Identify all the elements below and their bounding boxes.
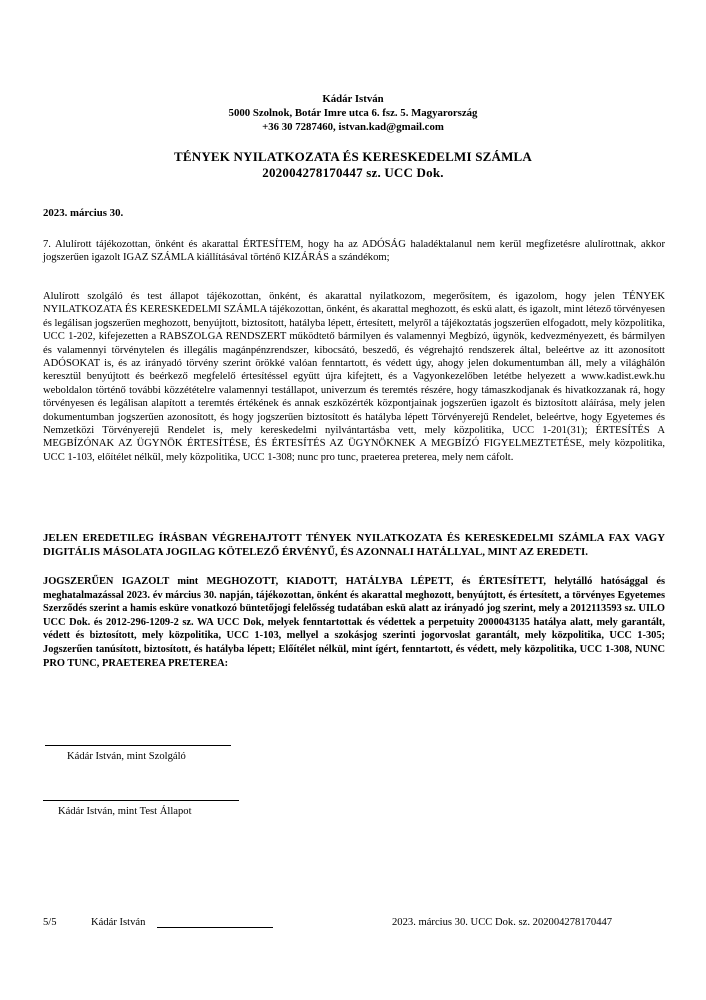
title-line-2: 202004278170447 sz. UCC Dok. <box>262 165 444 180</box>
footer-doc-reference: 2023. március 30. UCC Dok. sz. 202004278170447 <box>392 917 613 928</box>
signature-line-servant <box>45 745 231 746</box>
paragraph-declaration: Alulírott szolgáló és test állapot tájékozottan, önként, és akarattal nyilatkozom, megerősítem, és igazolom, hogy jelen TÉNYEK NYILATKOZATA ÉS KERESKEDELMI SZÁMLA tájékozottan, önként, és akarattal meghozott, és eskü alatt, és igazolt, mint létező törvényesen és legálisan jogszerűen meghozott, benyújtott, biztosított, hatályba lépett, értesített, melyről a tájékoztatás jogszerűen elfogadott, mely közpolitika, UCC 1-202, kifejezetten a RABSZOLGA RENDSZERT működtető bármilyen és valamennyi Megbízó, ügynök, kedvezményezett, és bármilyen és valamennyi törvénytelen és illegális magánpénzrendszer, kibocsátó, beszedő, és végrehajtó rendszerek által, beleértve az itt azonosított ADÓSOKAT is, és az irányadó törvény szerint örökké valóan fenntartott, és védett úgy, ahogy jelen dokumentumban áll, mely a világhálón keresztül benyújtott és beérkező megfelelő értesítéssel együtt újra kifejtett, és a Vagyonkezelőben letétbe helyezett a www.kadist.ewk.hu weboldalon történő további közzétételre valamennyi testállapot, univerzum és teremtés részére, hogy támaszkodjanak és hivatkozzanak rá, hogy törvényesen és legálisan alapított a teremtés értékének és annak eszközérték központjainak jogszerűen igazolt és biztosított aláírása, mely jelen dokumentumban jogszerűen azonosított, és hogy jogszerűen biztosított és hatályba lépett Törvényerejű Rendelet, beleértve, hogy Egyetemes és Nemzetközi Törvényerejű Rendelet is, mely kereskedelmi nyilvántartásba vett, mely közpolitika, UCC 1-201(31); ÉRTESÍTÉS A MEGBÍZÓNAK AZ ÜGYNÖK ÉRTESÍTÉSE, ÉS ÉRTESÍTÉS AZ ÜGYNÖKNEK A MEGBÍZÓ FIGYELMEZTETÉSE, mely közpolitika, UCC 1-103, előítélet nélkül, mely közpolitika, UCC 1-308; nunc pro tunc, praeterea preterea, mely nem cáfolt. <box>43 291 665 463</box>
sender-address: 5000 Szolnok, Botár Imre utca 6. fsz. 5. Magyarország <box>228 107 478 119</box>
footer-page-number: 5/5 <box>43 917 57 928</box>
footer-name: Kádár István <box>91 917 146 928</box>
signature-label-body: Kádár István, mint Test Állapot <box>58 806 192 817</box>
title-line-1: TÉNYEK NYILATKOZATA ÉS KERESKEDELMI SZÁMLA <box>173 149 533 164</box>
sender-header <box>0 92 706 134</box>
paragraph-copy-validity: JELEN EREDETILEG ÍRÁSBAN VÉGREHAJTOTT TÉNYEK NYILATKOZATA ÉS KERESKEDELMI SZÁMLA FAX VAGY DIGITÁLIS MÁSOLATA JOGILAG KÖTELEZŐ ÉRVÉNYŰ, ÉS AZONNALI HATÁLLYAL, MINT AZ EREDETI. <box>43 532 665 558</box>
document-date: 2023. március 30. <box>43 207 124 219</box>
signature-line-body <box>43 800 239 801</box>
footer-signature-line <box>157 927 273 928</box>
sender-contact: +36 30 7287460, istvan.kad@gmail.com <box>262 121 444 133</box>
document-title <box>0 149 706 181</box>
paragraph-certification: JOGSZERŰEN IGAZOLT mint MEGHOZOTT, KIADOTT, HATÁLYBA LÉPETT, és ÉRTESÍTETT, helytálló hatósággal és meghatalmazással 2023. év március 30. napján, tájékozottan, önként és akarattal meghozott, benyújtott, és értesített, a törvényes Egyetemes Szerződés szerint a hamis esküre vonatkozó büntetőjogi felelősség tudatában eskü alatt az irányadó jog szerint, mely a 2012113593 sz. UILO UCC Dok. és 2012-296-1209-2 sz. WA UCC Dok, melyek fenntartottak és védettek a perpetuity 2000043135 hatálya alatt, mely garantált, védett és biztosított, mely közpolitika, UCC 1-103, mellyel a szokásjog szerinti jogorvoslat garantált, mely közpolitika, UCC 1-305; Jogszerűen tanúsított, biztosított, és hatályba lépett; Előítélet nélkül, mint ígért, fenntartott, és védett, mely közpolitika, UCC 1-308, NUNC PRO TUNC, PRAETEREA PRETEREA: <box>43 576 665 669</box>
paragraph-notice: 7. Alulírott tájékozottan, önként és akarattal ÉRTESÍTEM, hogy ha az ADÓSÁG haladéktalanul nem kerül megfizetésre alulírottnak, akkor jogszerűen igazolt IGAZ SZÁMLA kiállításával történő KIZÁRÁS a szándékom; <box>43 239 665 264</box>
signature-label-servant: Kádár István, mint Szolgáló <box>67 751 186 762</box>
sender-name: Kádár István <box>322 93 384 105</box>
